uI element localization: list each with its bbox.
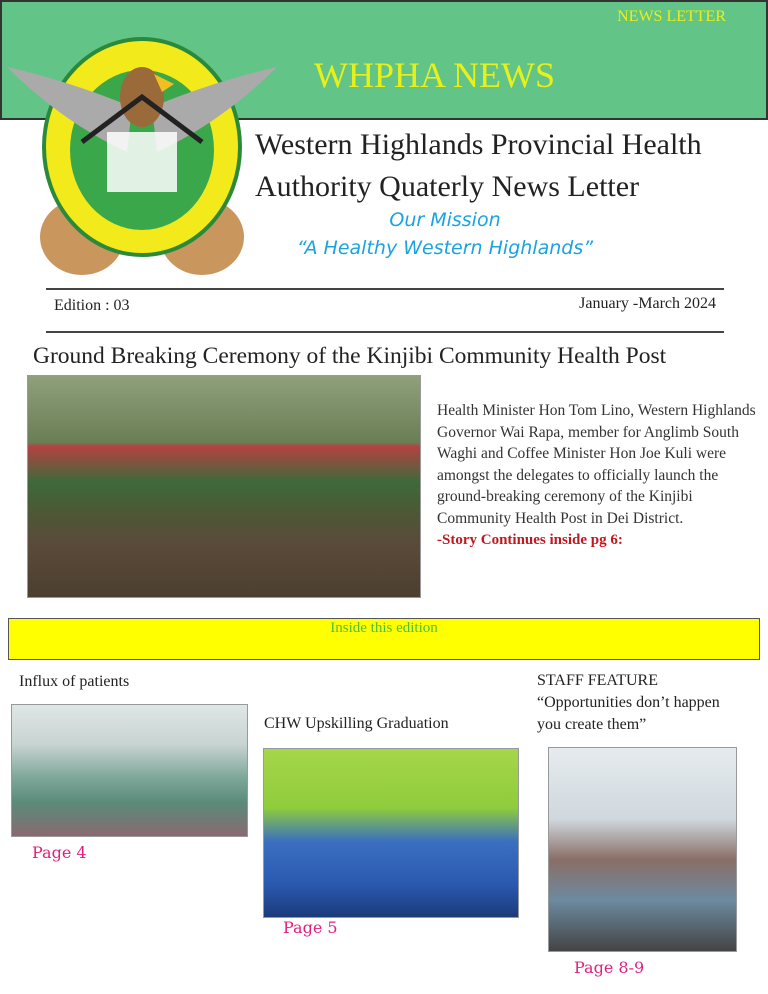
mission-label: Our Mission — [389, 209, 501, 231]
lead-headline: Ground Breaking Ceremony of the Kinjibi Community Health Post — [33, 343, 667, 369]
feature-subtitle: “Opportunities don’t happen you create them” — [537, 694, 720, 733]
graduation-photo — [263, 748, 519, 918]
edition-period: January -March 2024 — [579, 295, 716, 312]
feature-title: Influx of patients — [19, 673, 130, 690]
whpha-logo — [2, 12, 282, 284]
story-continue-link[interactable]: -Story Continues inside pg 6: — [437, 532, 623, 548]
staff-photo — [548, 747, 737, 952]
lead-story — [437, 400, 757, 552]
newsletter-title — [255, 124, 702, 208]
ceremony-photo — [27, 375, 421, 598]
divider — [46, 331, 724, 333]
feature-page-link[interactable]: Page 5 — [283, 918, 338, 937]
title-line-1: Western Highlands Provincial Health — [255, 128, 702, 161]
mission-text: “A Healthy Western Highlands” — [296, 237, 594, 259]
feature-page-link[interactable]: Page 8-9 — [574, 958, 645, 977]
title-line-2: Authority Quaterly News Letter — [255, 170, 640, 203]
mission — [255, 206, 635, 262]
edition-number: Edition : 03 — [54, 297, 130, 314]
patients-photo — [11, 704, 248, 837]
masthead: WHPHA NEWS — [314, 55, 555, 95]
feature-title: CHW Upskilling Graduation — [264, 715, 449, 732]
feature-page-link[interactable]: Page 4 — [32, 843, 87, 862]
story-body: Health Minister Hon Tom Lino, Western Highlands Governor Wai Rapa, member for Anglimb South Waghi and Coffee Minister Hon Joe Kuli were amongst the delegates to officially launch the ground-breaking ceremony of the Kinjibi Community Health Post in Dei District. — [437, 402, 756, 527]
newsletter-kicker: NEWS LETTER — [617, 8, 726, 25]
inside-edition-banner: Inside this edition — [8, 618, 760, 660]
feature-title: STAFF FEATURE — [537, 672, 658, 689]
divider — [46, 288, 724, 290]
